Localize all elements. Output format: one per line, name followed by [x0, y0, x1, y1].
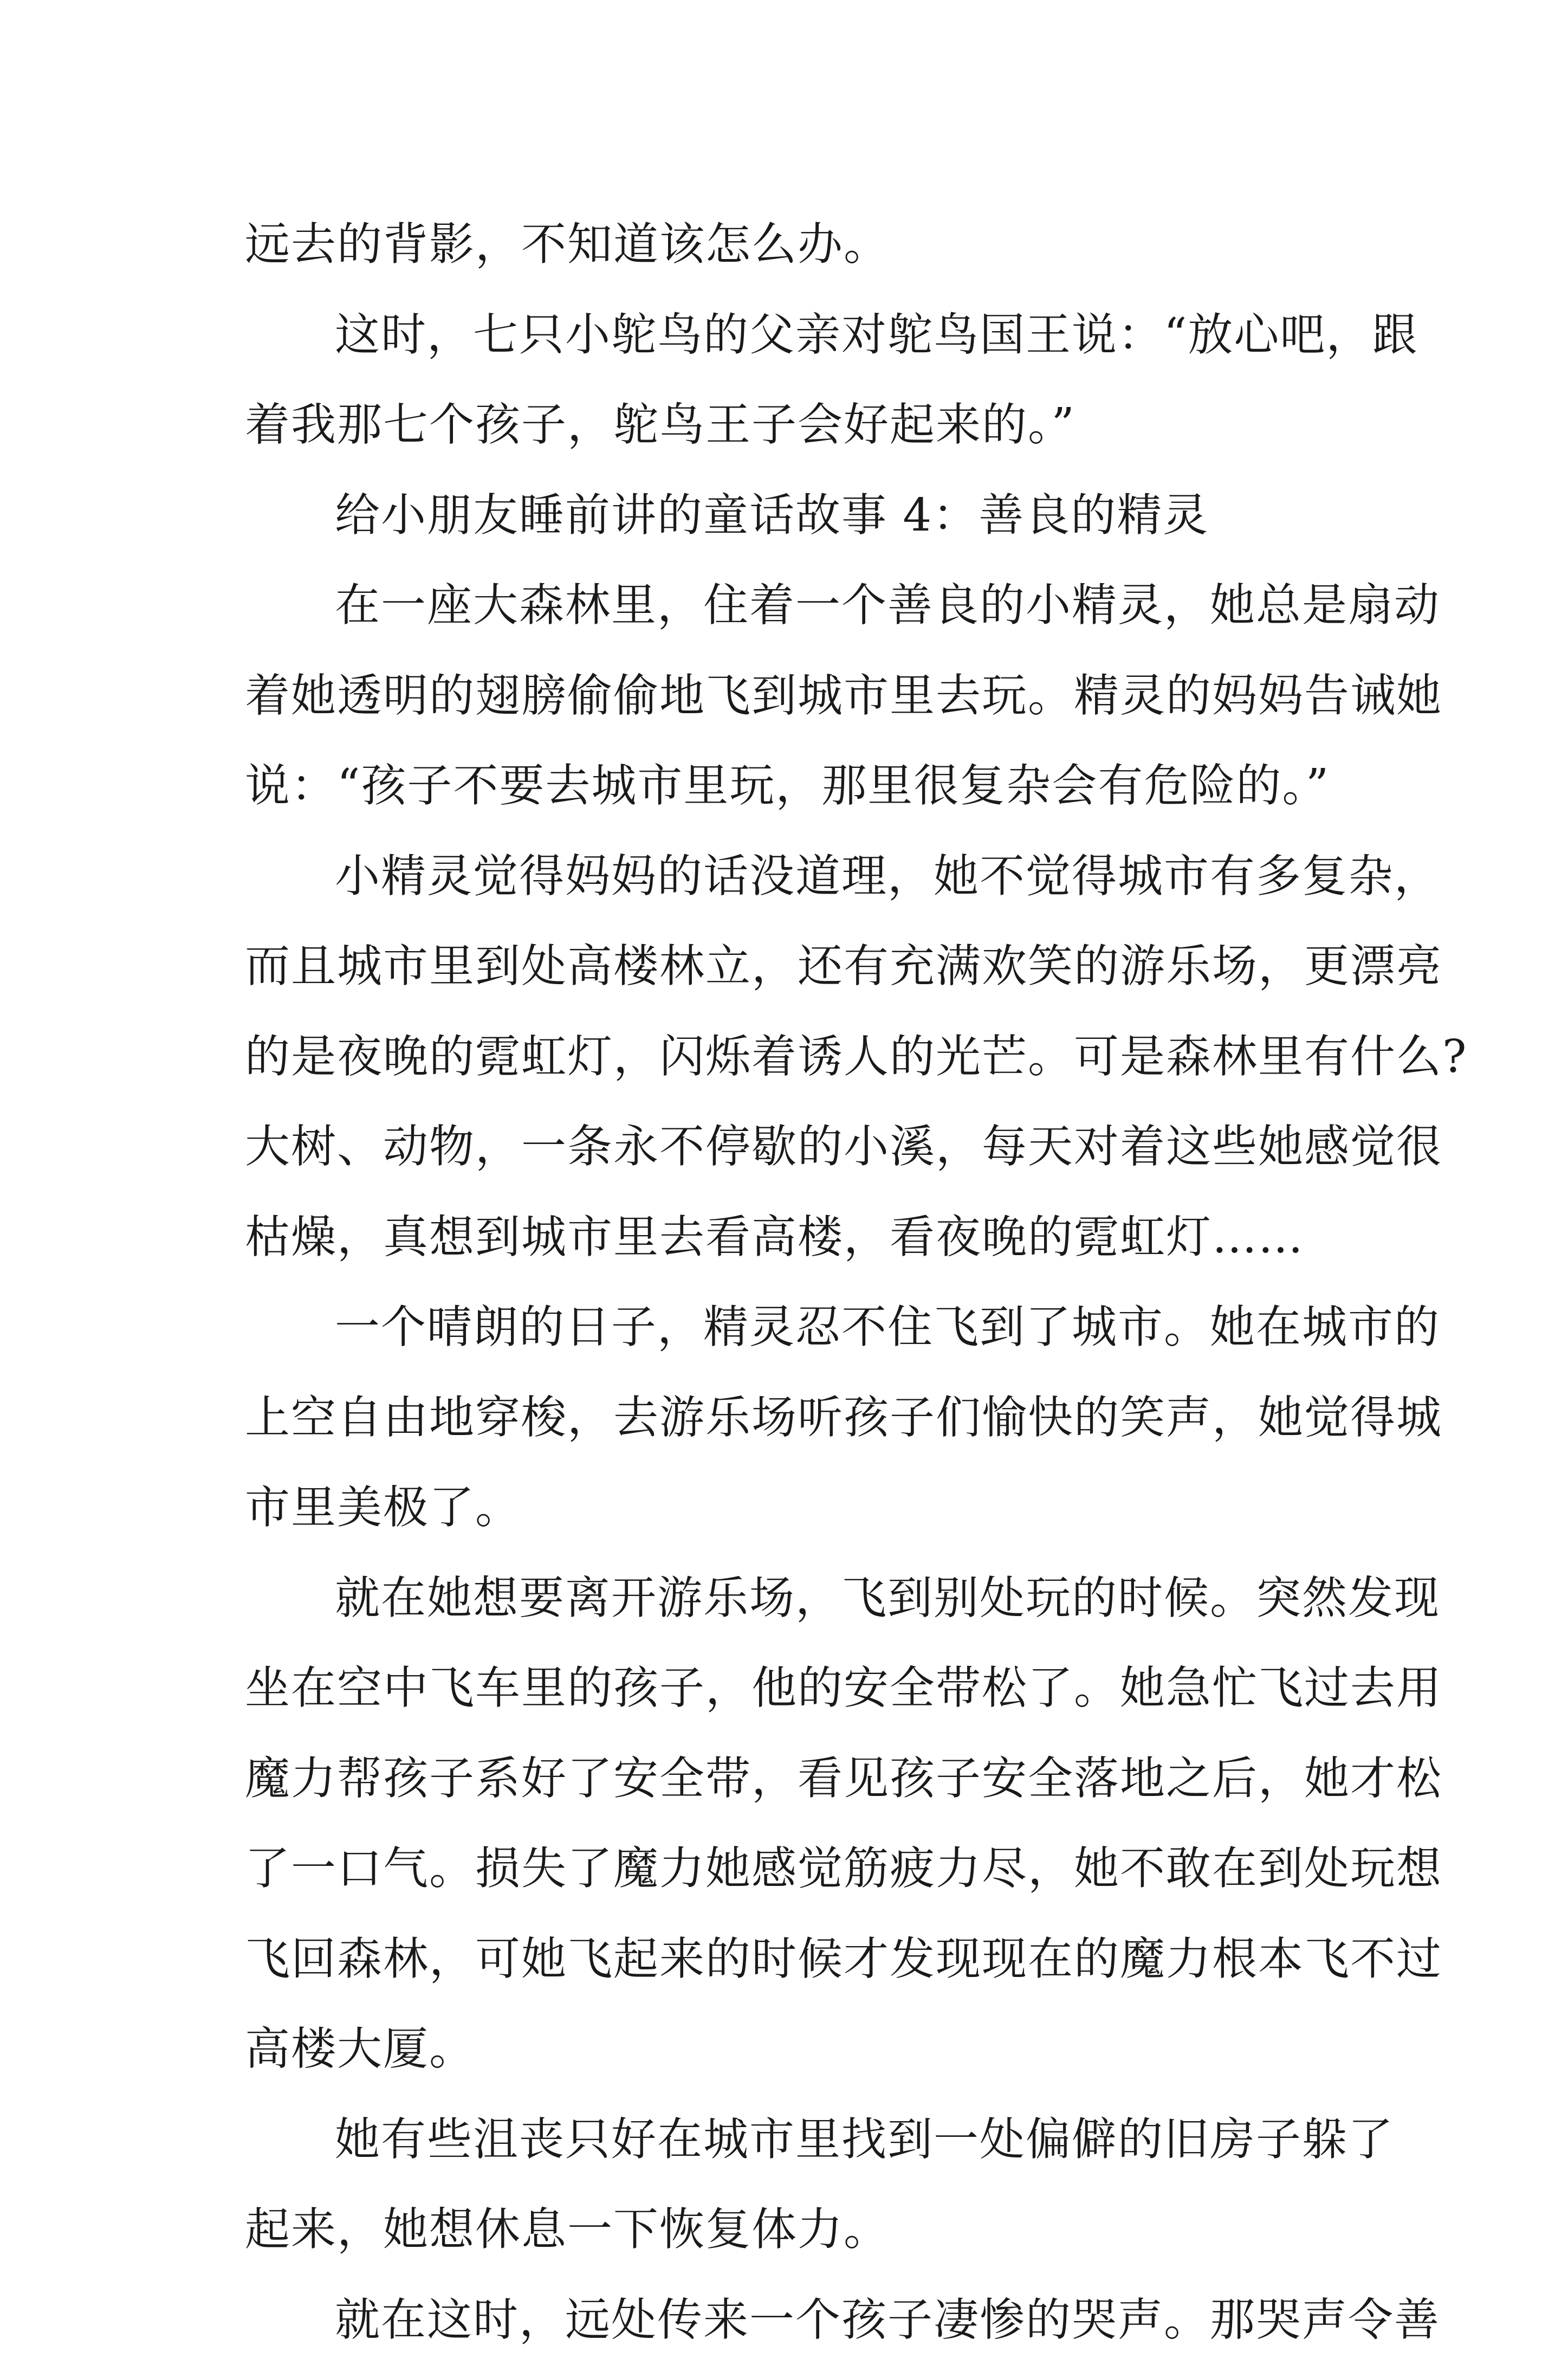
text-line: 远去的背影，不知道该怎么办。	[245, 199, 1334, 290]
text-line: 就在她想要离开游乐场，飞到别处玩的时候。突然发现	[245, 1553, 1334, 1644]
text-line: 高楼大厦。	[245, 2004, 1334, 2095]
text-line: 就在这时，远处传来一个孩子凄惨的哭声。那哭声令善	[245, 2275, 1334, 2365]
text-line: 坐在空中飞车里的孩子，他的安全带松了。她急忙飞过去用	[245, 1643, 1334, 1734]
text-line: 大树、动物，一条永不停歇的小溪，每天对着这些她感觉很	[245, 1102, 1334, 1192]
text-line: 上空自由地穿梭，去游乐场听孩子们愉快的笑声，她觉得城	[245, 1373, 1334, 1463]
text-line: 着我那七个孩子，鸵鸟王子会好起来的。”	[245, 380, 1334, 470]
document-body	[245, 199, 1334, 2365]
text-line: 魔力帮孩子系好了安全带，看见孩子安全落地之后，她才松	[245, 1734, 1334, 1824]
text-line: 而且城市里到处高楼林立，还有充满欢笑的游乐场，更漂亮	[245, 921, 1334, 1012]
text-line: 给小朋友睡前讲的童话故事 4：善良的精灵	[245, 470, 1334, 561]
text-line: 她有些沮丧只好在城市里找到一处偏僻的旧房子躲了	[245, 2095, 1334, 2185]
text-line: 枯燥，真想到城市里去看高楼，看夜晚的霓虹灯……	[245, 1192, 1334, 1283]
text-line: 小精灵觉得妈妈的话没道理，她不觉得城市有多复杂，	[245, 831, 1334, 922]
text-line: 飞回森林，可她飞起来的时候才发现现在的魔力根本飞不过	[245, 1914, 1334, 2005]
text-line: 在一座大森林里，住着一个善良的小精灵，她总是扇动	[245, 560, 1334, 651]
text-line: 的是夜晚的霓虹灯，闪烁着诱人的光芒。可是森林里有什么?	[245, 1012, 1334, 1102]
text-line: 市里美极了。	[245, 1463, 1334, 1553]
text-line: 这时，七只小鸵鸟的父亲对鸵鸟国王说：“放心吧，跟	[245, 290, 1334, 380]
text-line: 起来，她想休息一下恢复体力。	[245, 2185, 1334, 2275]
text-line: 说：“孩子不要去城市里玩，那里很复杂会有危险的。”	[245, 741, 1334, 831]
text-line: 一个晴朗的日子，精灵忍不住飞到了城市。她在城市的	[245, 1282, 1334, 1373]
text-line: 着她透明的翅膀偷偷地飞到城市里去玩。精灵的妈妈告诫她	[245, 651, 1334, 741]
text-line: 了一口气。损失了魔力她感觉筋疲力尽，她不敢在到处玩想	[245, 1824, 1334, 1914]
